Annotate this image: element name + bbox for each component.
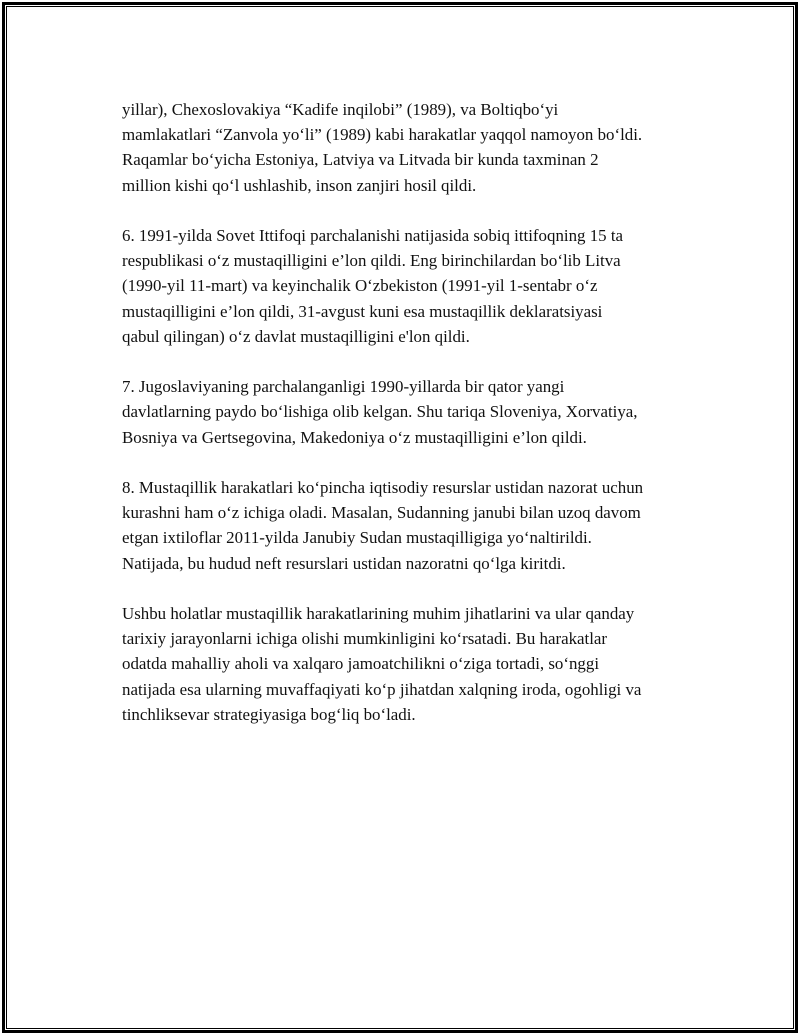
text-line: Raqamlar bo‘yicha Estoniya, Latviya va Litvada bir kunda taxminan 2 (122, 150, 599, 170)
text-line: davlatlarning paydo bo‘lishiga olib kelgan. Shu tariqa Sloveniya, Xorvatiya, (122, 402, 638, 422)
paragraph-baltic-chain (122, 97, 697, 198)
text-line: mamlakatlari “Zanvola yo‘li” (1989) kabi harakatlar yaqqol namoyon bo‘ldi. (122, 125, 643, 145)
text-line: odatda mahalliy aholi va xalqaro jamoatchilikni o‘ziga tortadi, so‘nggi (122, 654, 600, 674)
text-line: mustaqilligini e’lon qildi, 31-avgust kuni esa mustaqillik deklaratsiyasi (122, 301, 603, 321)
page-border (2, 2, 798, 1033)
text-line: 7. Jugoslaviyaning parchalanganligi 1990-yillarda bir qator yangi (122, 377, 565, 397)
text-line: natijada esa ularning muvaffaqiyati ko‘p jihatdan xalqning iroda, ogohligi va (122, 679, 642, 699)
text-line: respublikasi o‘z mustaqilligini e’lon qildi. Eng birinchilardan bo‘lib Litva (122, 251, 621, 271)
paragraph-item-6 (122, 223, 697, 349)
text-line: yillar), Chexoslovakiya “Kadife inqilobi” (1989), va Boltiqbo‘yi (122, 100, 559, 119)
text-line: etgan ixtiloflar 2011-yilda Janubiy Sudan mustaqilligiga yo‘naltirildi. (122, 528, 592, 548)
paragraph-conclusion (122, 601, 697, 727)
document-body (122, 97, 697, 752)
text-line: kurashni ham o‘z ichiga oladi. Masalan, Sudanning janubi bilan uzoq davom (122, 503, 641, 523)
text-line: million kishi qo‘l ushlashib, inson zanjiri hosil qildi. (122, 175, 477, 195)
text-line: Ushbu holatlar mustaqillik harakatlarining muhim jihatlarini va ular qanday (122, 604, 635, 623)
text-line: tarixiy jarayonlarni ichiga olishi mumkinligini ko‘rsatadi. Bu harakatlar (122, 629, 608, 649)
text-line: (1990-yil 11-mart) va keyinchalik O‘zbekiston (1991-yil 1-sentabr o‘z (122, 276, 598, 296)
paragraph-item-7 (122, 374, 697, 450)
paragraph-item-8 (122, 475, 697, 576)
text-line: Bosniya va Gertsegovina, Makedoniya o‘z mustaqilligini e’lon qildi. (122, 427, 587, 447)
text-line: 6. 1991-yilda Sovet Ittifoqi parchalanishi natijasida sobiq ittifoqning 15 ta (122, 226, 624, 245)
text-line: Natijada, bu hudud neft resurslari ustidan nazoratni qo‘lga kiritdi. (122, 553, 566, 573)
text-line: qabul qilingan) o‘z davlat mustaqilligini e'lon qildi. (122, 326, 470, 346)
text-line: 8. Mustaqillik harakatlari ko‘pincha iqtisodiy resurslar ustidan nazorat uchun (122, 478, 644, 497)
text-line: tinchliksevar strategiyasiga bog‘liq bo‘ladi. (122, 704, 416, 724)
